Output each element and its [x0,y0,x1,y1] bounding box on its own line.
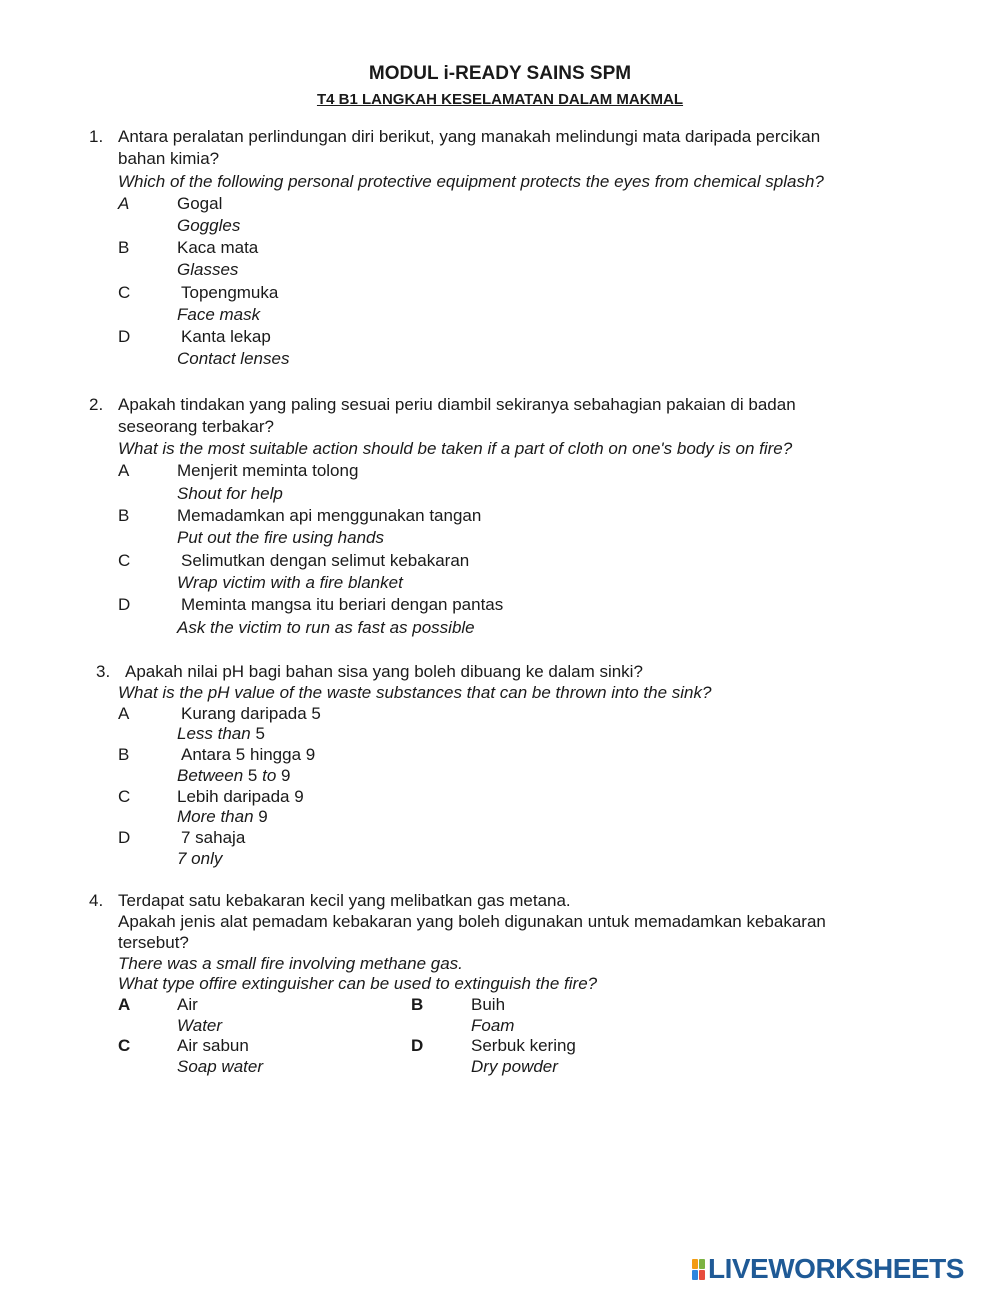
question-text-ms: Terdapat satu kebakaran kecil yang melibatkan gas metana. [118,891,571,910]
option-c-text[interactable]: Air sabun [177,1036,249,1055]
question-text-ms: Apakah jenis alat pemadam kebakaran yang boleh digunakan untuk memadamkan kebakaran [118,912,826,931]
option-b-translation: Glasses [177,260,239,279]
option-d-text[interactable]: 7 sahaja [181,828,246,847]
option-b-translation: Between 5 to 9 [177,766,291,785]
option-a-translation: Goggles [177,216,241,235]
worksheet-subtitle: T4 B1 LANGKAH KESELAMATAN DALAM MAKMAL [316,91,684,108]
option-letter: A [118,704,130,723]
option-c-translation: Wrap victim with a fire blanket [177,573,403,592]
option-d-translation: Dry powder [471,1057,558,1076]
question-text-en: What is the pH value of the waste substances that can be thrown into the sink? [118,683,712,702]
option-letter: A [118,461,130,480]
option-c-translation: More than 9 [177,807,268,826]
option-letter: D [118,327,131,346]
logo-block-i [699,1259,705,1269]
option-letter: C [118,787,131,806]
option-d-text[interactable]: Meminta mangsa itu beriari dengan pantas [181,595,504,614]
option-a-text[interactable]: Gogal [177,194,223,213]
option-letter: B [411,995,424,1014]
option-letter: B [118,238,130,257]
option-d-text[interactable]: Serbuk kering [471,1036,576,1055]
question-text-ms: Antara peralatan perlindungan diri berikut, yang manakah melindungi mata daripada percikan [118,127,821,146]
option-letter: A [118,194,130,213]
option-letter: D [411,1036,424,1055]
option-b-translation: Foam [471,1016,515,1035]
question-number: 3. [96,662,111,681]
option-letter: D [118,828,131,847]
option-c-text[interactable]: Selimutkan dengan selimut kebakaran [181,551,470,570]
question-text-ms: tersebut? [118,933,189,952]
question-number: 1. [89,127,104,146]
logo-block-v [692,1270,698,1280]
question-text-en: What is the most suitable action should be taken if a part of cloth on one's body is on fire? [118,439,793,458]
liveworksheets-logo-icon [692,1259,705,1280]
option-d-translation: Ask the victim to run as fast as possible [177,618,475,637]
question-text-ms: bahan kimia? [118,149,220,168]
option-b-translation: Put out the fire using hands [177,528,384,547]
question-text-en: What type offire extinguisher can be used to extinguish the fire? [118,974,598,993]
option-b-text[interactable]: Buih [471,995,506,1014]
option-d-text[interactable]: Kanta lekap [181,327,271,346]
option-a-translation: Shout for help [177,484,283,503]
question-text-ms: Apakah nilai pH bagi bahan sisa yang boleh dibuang ke dalam sinki? [125,662,643,681]
option-c-translation: Soap water [177,1057,263,1076]
option-letter: A [118,995,131,1014]
question-text-ms: Apakah tindakan yang paling sesuai periu diambil sekiranya sebahagian pakaian di badan [118,395,796,414]
worksheet-title: MODUL i-READY SAINS SPM [368,63,632,84]
option-letter: C [118,551,131,570]
option-b-text[interactable]: Memadamkan api menggunakan tangan [177,506,482,525]
option-a-text[interactable]: Air [177,995,198,1014]
liveworksheets-logo[interactable] [692,1254,964,1284]
option-d-translation: 7 only [177,849,223,868]
logo-block-l [692,1259,698,1269]
option-a-translation: Less than 5 [177,724,265,743]
option-c-translation: Face mask [177,305,261,324]
option-a-text[interactable]: Menjerit meminta tolong [177,461,359,480]
question-text-ms: seseorang terbakar? [118,417,274,436]
option-a-text[interactable]: Kurang daripada 5 [181,704,321,723]
option-letter: C [118,283,131,302]
option-a-translation: Water [177,1016,223,1035]
option-b-text[interactable]: Kaca mata [177,238,259,257]
option-c-text[interactable]: Topengmuka [181,283,279,302]
option-d-translation: Contact lenses [177,349,290,368]
question-text-en: There was a small fire involving methane gas. [118,954,463,973]
option-b-text[interactable]: Antara 5 hingga 9 [181,745,316,764]
logo-block-e [699,1270,705,1280]
liveworksheets-logo-text: LIVEWORKSHEETS [708,1253,964,1284]
option-letter: D [118,595,131,614]
question-number: 4. [89,891,104,910]
question-number: 2. [89,395,104,414]
question-text-en: Which of the following personal protective equipment protects the eyes from chemical splash? [118,172,824,191]
option-letter: B [118,506,130,525]
option-c-text[interactable]: Lebih daripada 9 [177,787,304,806]
option-letter: C [118,1036,131,1055]
option-letter: B [118,745,130,764]
